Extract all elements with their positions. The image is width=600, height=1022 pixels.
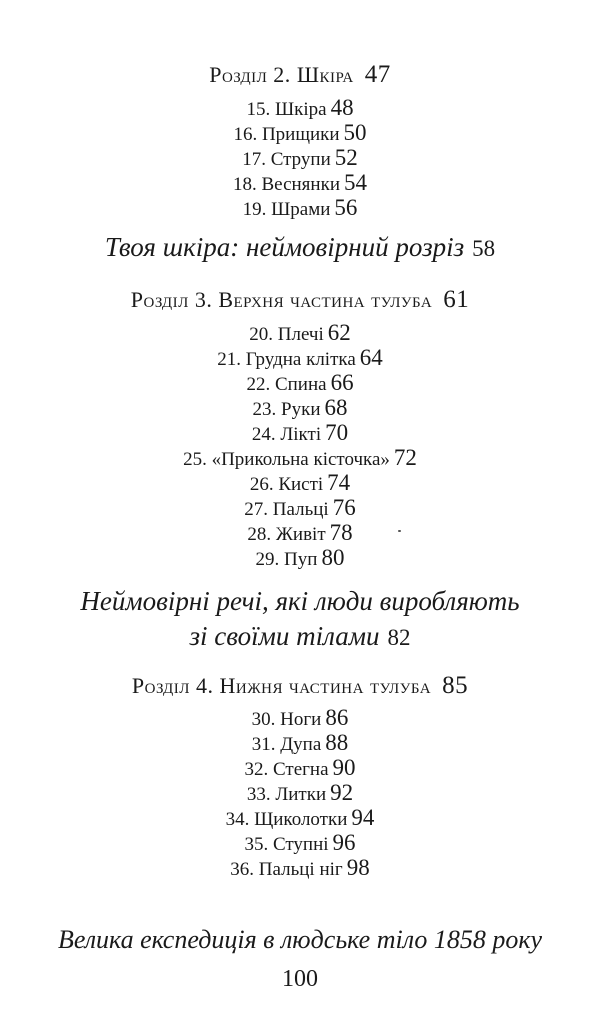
section-page-number: 85	[442, 672, 469, 699]
entry-page-number: 48	[330, 95, 354, 120]
entry-label: 23. Руки	[252, 399, 321, 420]
entry-page-number: 72	[393, 445, 417, 470]
entry-page-number: 70	[325, 420, 349, 445]
section-heading-2[interactable]	[0, 61, 600, 89]
entry-page-number: 88	[325, 730, 349, 755]
entry-page-number: 90	[332, 755, 356, 780]
entry-page-number: 68	[324, 395, 348, 420]
entry-page-number: 98	[346, 855, 370, 880]
entry-page-number: 80	[321, 545, 345, 570]
toc-entry[interactable]	[0, 830, 600, 856]
toc-entry[interactable]	[0, 170, 600, 196]
section-prefix: Розділ 3.	[130, 287, 213, 312]
entry-page-number: 62	[327, 320, 351, 345]
toc-entry[interactable]	[0, 705, 600, 731]
entry-page-number: 54	[344, 170, 367, 195]
entry-page-number: 76	[332, 495, 356, 520]
entry-page-number: 50	[343, 120, 367, 145]
entry-label: 24. Лікті	[251, 424, 322, 445]
toc-entry[interactable]	[0, 495, 600, 521]
section-title: Нижня частина тулуба	[219, 673, 432, 698]
toc-entry[interactable]	[0, 755, 600, 781]
toc-entry[interactable]	[0, 345, 600, 371]
toc-entry[interactable]	[0, 320, 600, 346]
feature-entry-things-line1[interactable]	[0, 586, 600, 617]
toc-entry[interactable]	[0, 120, 600, 146]
entry-label: 30. Ноги	[251, 709, 322, 730]
entry-page-number: 64	[359, 345, 383, 370]
section-title: Верхня частина тулуба	[218, 287, 433, 312]
toc-entry[interactable]	[0, 395, 600, 421]
toc-entry[interactable]	[0, 780, 600, 806]
toc-entry[interactable]	[0, 145, 600, 171]
section-page-number: 47	[364, 61, 391, 88]
toc-entry[interactable]	[0, 95, 600, 121]
toc-entry[interactable]	[0, 805, 600, 831]
toc-entry[interactable]	[0, 195, 600, 221]
entry-page-number: 74	[327, 470, 351, 495]
entry-label: 26. Кисті	[249, 474, 324, 495]
entry-label: 22. Спина	[246, 374, 327, 395]
entry-label: 32. Стегна	[244, 759, 329, 780]
feature-page-number: 58	[472, 236, 496, 261]
entry-page-number: 52	[334, 145, 358, 170]
entry-label: 21. Грудна клітка	[217, 349, 356, 370]
entry-label: 36. Пальці ніг	[230, 859, 343, 880]
entry-label: 17. Струпи	[242, 149, 331, 170]
entry-label: 29. Пуп	[255, 549, 318, 570]
entry-label: 20. Плечі	[249, 324, 324, 345]
feature-page-number: 100	[282, 966, 318, 992]
feature-title: Твоя шкіра: неймовірний розріз	[104, 232, 465, 262]
entry-page-number: 94	[351, 805, 375, 830]
entry-page-number: 56	[334, 195, 358, 220]
entry-label: 15. Шкіра	[246, 99, 327, 120]
feature-entry-skin[interactable]	[0, 232, 600, 263]
feature-title-line1: Неймовірні речі, які люди виробляють	[80, 586, 520, 616]
toc-entry[interactable]	[0, 420, 600, 446]
toc-entry[interactable]	[0, 520, 600, 546]
entry-label: 19. Шрами	[242, 199, 331, 220]
toc-entry[interactable]	[0, 370, 600, 396]
entry-page-number: 96	[332, 830, 356, 855]
feature-entry-things-line2[interactable]	[0, 621, 600, 652]
toc-entry[interactable]	[0, 470, 600, 496]
feature-title-line2: зі своїми тілами	[189, 621, 380, 651]
entry-label: 33. Литки	[246, 784, 327, 805]
section-heading-3[interactable]	[0, 286, 600, 314]
entry-page-number: 66	[330, 370, 354, 395]
entry-label: 35. Ступні	[244, 834, 329, 855]
section-prefix: Розділ 2.	[209, 62, 291, 87]
feature-entry-expedition[interactable]	[0, 925, 600, 955]
print-speck	[398, 530, 401, 532]
section-heading-4[interactable]	[0, 672, 600, 700]
toc-entry[interactable]	[0, 730, 600, 756]
section-title: Шкіра	[296, 62, 354, 87]
entry-label: 34. Щиколотки	[225, 809, 348, 830]
entry-label: 16. Прищики	[233, 124, 340, 145]
entry-page-number: 92	[330, 780, 354, 805]
feature-page-number: 82	[387, 625, 411, 650]
section-page-number: 61	[443, 286, 470, 313]
toc-entry[interactable]	[0, 855, 600, 881]
entry-label: 18. Веснянки	[233, 174, 340, 195]
toc-entry[interactable]	[0, 545, 600, 571]
entry-label: 25. «Прикольна кісточка»	[183, 449, 390, 470]
entry-label: 31. Дупа	[251, 734, 322, 755]
entry-page-number: 86	[325, 705, 349, 730]
feature-expedition-page[interactable]	[0, 966, 600, 993]
entry-label: 27. Пальці	[244, 499, 329, 520]
entry-label: 28. Живіт	[247, 524, 326, 545]
section-prefix: Розділ 4.	[131, 673, 214, 698]
entry-page-number: 78	[329, 520, 353, 545]
feature-title: Велика експедиція в людське тіло 1858 року	[57, 925, 543, 954]
toc-entry[interactable]	[0, 445, 600, 471]
